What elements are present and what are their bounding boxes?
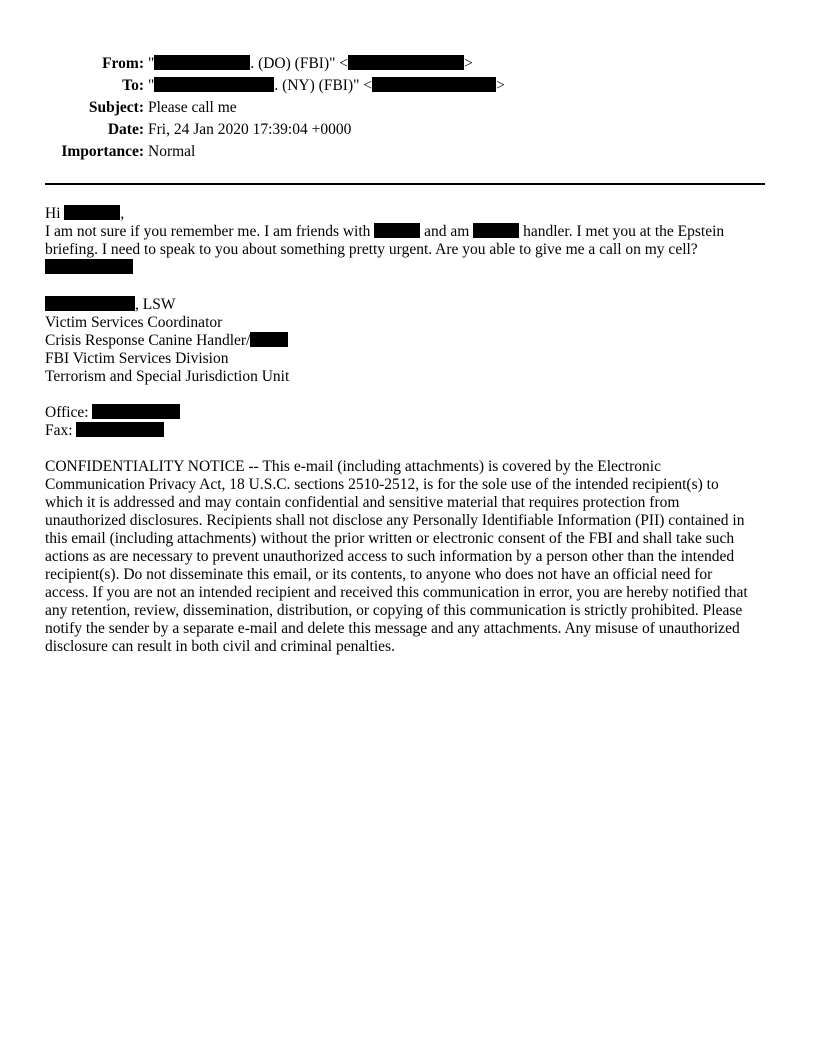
redaction-block (372, 77, 496, 92)
contact-block (45, 404, 775, 440)
redaction-block (154, 55, 250, 70)
to-label: To: (122, 77, 144, 94)
subject-label: Subject: (88, 99, 144, 116)
confidentiality-notice (45, 458, 775, 656)
redaction-block (45, 296, 135, 311)
from-label: From: (102, 55, 144, 72)
date-label: Date: (107, 121, 144, 138)
redaction-block (92, 404, 180, 419)
header-divider (45, 183, 765, 185)
fax-line: Fax: (45, 422, 775, 440)
notice-line: any retention, review, dissemination, distribution, or copying of this communication is strictly prohibited. Please (45, 602, 743, 619)
from-row (0, 55, 816, 77)
to-value: " . (NY) (FBI)" < > (148, 77, 505, 94)
greeting-line: Hi , (45, 205, 125, 222)
notice-line: disclosure can result in both civil and criminal penalties. (45, 638, 395, 655)
importance-label: Importance: (61, 143, 144, 160)
redaction-block (154, 77, 274, 92)
redaction-block (374, 223, 420, 238)
notice-line: unauthorized disclosures. Recipients shall not disclose any Personally Identifiable Information (PII) contained in (45, 512, 745, 529)
notice-line: recipient(s). Do not disseminate this email, or its contents, to anyone who does not have an official need for (45, 566, 713, 583)
notice-line: notify the sender by a separate e-mail and delete this message and any attachments. Any misuse of unauthorized (45, 620, 740, 637)
redaction-block (348, 55, 464, 70)
notice-line: Communication Privacy Act, 18 U.S.C. sections 2510-2512, is for the sole use of the intended recipient(s) to (45, 476, 719, 493)
to-row (0, 77, 816, 99)
signature-unit: Terrorism and Special Jurisdiction Unit (45, 368, 290, 385)
subject-value: Please call me (148, 99, 237, 116)
redaction-block (76, 422, 164, 437)
notice-line: this email (including attachments) without the prior written or electronic consent of the FBI and shall take such (45, 530, 735, 547)
message-paragraph-cont: briefing. I need to speak to you about something pretty urgent. Are you able to give me a call on my cell? (45, 241, 698, 258)
importance-row (0, 143, 816, 165)
redaction-block (473, 223, 519, 238)
signature-role: Crisis Response Canine Handler/ (45, 332, 775, 350)
signature-title: Victim Services Coordinator (45, 314, 223, 331)
office-line: Office: (45, 404, 775, 422)
redaction-block (64, 205, 120, 220)
date-row (0, 121, 816, 143)
notice-line: actions as are necessary to prevent unauthorized access to such information by a person other than the intended (45, 548, 735, 565)
redaction-block (45, 259, 133, 274)
signature-name: , LSW (45, 296, 775, 314)
email-header (0, 55, 816, 165)
notice-line: access. If you are not an intended recipient and received this communication in error, you are hereby notified that (45, 584, 748, 601)
subject-row (0, 99, 816, 121)
signature-division: FBI Victim Services Division (45, 350, 229, 367)
date-value: Fri, 24 Jan 2020 17:39:04 +0000 (148, 121, 352, 138)
from-value: " . (DO) (FBI)" < > (148, 55, 473, 72)
notice-line: which it is addressed and may contain confidential and sensitive material that requires protection from (45, 494, 680, 511)
message-paragraph: I am not sure if you remember me. I am friends with and am handler. I met you at the Epstein (45, 223, 725, 240)
message-body (45, 205, 775, 277)
importance-value: Normal (148, 143, 196, 160)
cell-line (45, 259, 775, 277)
redaction-block (250, 332, 288, 347)
notice-line: CONFIDENTIALITY NOTICE -- This e-mail (including attachments) is covered by the Electronic (45, 458, 661, 475)
signature-block (45, 296, 775, 386)
